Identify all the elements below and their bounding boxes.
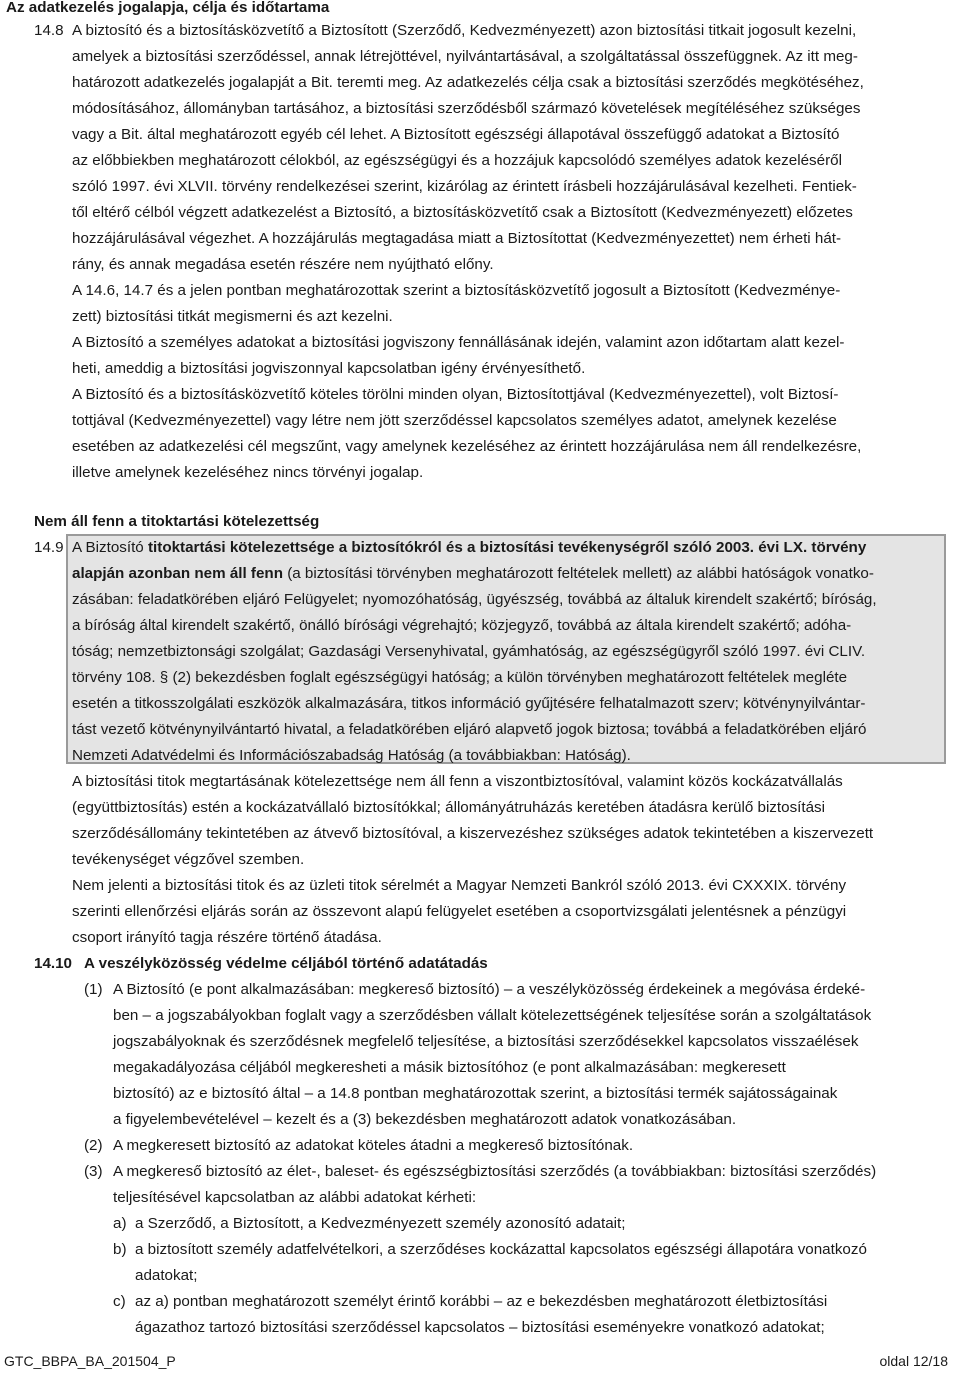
para-line: amelyek a biztosítási szerződéssel, annak létrejöttével, nyilvántartásával, a szolgáltatással összefüggnek. Az itt meg-: [72, 48, 858, 65]
para-line: ágazathoz tartozó biztosítási szerződéssel kapcsolatos – biztosítási eseményekre vonatkozó adatokat;: [135, 1319, 825, 1336]
para-line: megakadályozása céljából megkeresheti a másik biztosítóhoz (e pont alkalmazásában: megkeresett: [113, 1059, 786, 1076]
para-line: A Biztosító és a biztosításközvetítő köteles törölni minden olyan, Biztosítottjával (Kedvezményezettel), volt Biztosí-: [72, 386, 839, 403]
para-line: tottjával (Kedvezményezettel) vagy létre nem jött szerződéssel kapcsolatos személyes adatot, amelynek kezelése: [72, 412, 837, 429]
section-title: Az adatkezelés jogalapja, célja és időtartama: [6, 0, 330, 16]
para-line: A biztosító és a biztosításközvetítő a Biztosított (Szerződő, Kedvezményezett) azon biztosítási titkait jogosult kezelni,: [72, 22, 857, 39]
para-line: jogszabályoknak és szerződésnek megfelelő teljesítése, a biztosítási szerződésekkel kapcsolatos visszaélések: [113, 1033, 859, 1050]
para-line: adatokat;: [135, 1267, 198, 1284]
para-line: A Biztosító a személyes adatokat a biztosítási jogviszony fennállásának idején, valamint azon időtartam alatt kezel-: [72, 334, 845, 351]
para-line: A Biztosító titoktartási kötelezettsége a biztosítókról és a biztosítási tevékenységről szóló 2003. évi LX. törvény: [72, 539, 867, 556]
item-label: (3): [84, 1163, 103, 1180]
para-line: szóló 1997. évi XLVII. törvény rendelkezései szerint, kizárólag az érintett írásbeli hozzájárulásával kezelheti. Fentiek-: [72, 178, 857, 195]
para-line: A megkereső biztosító az élet-, baleset- és egészségbiztosítási szerződés (a továbbiakban: biztosítási szerződés): [113, 1163, 877, 1180]
para-line: rány, és annak megadása esetén részére nem nyújtható előny.: [72, 256, 494, 273]
para-line: csoport irányító tagja részére történő átadása.: [72, 929, 382, 946]
para-line: zásában: feladatkörében eljáró Felügyelet; nyomozóhatóság, ügyészség, továbbá az általuk kirendelt szakértő; bíróság,: [72, 591, 877, 608]
para-line: Nem jelenti a biztosítási titok és az üzleti titok sérelmét a Magyar Nemzeti Bankról szóló 2013. évi CXXXIX. törvény: [72, 877, 847, 894]
para-line: A biztosítási titok megtartásának kötelezettsége nem áll fenn a viszontbiztosítóval, valamint közös kockázatvállalás: [72, 773, 843, 790]
para-line: (együttbiztosítás) estén a kockázatvállaló biztosítókkal; állományátruházás keretében átadásra kerülő biztosítási: [72, 799, 826, 816]
subsection-heading: Nem áll fenn a titoktartási kötelezettség: [34, 513, 320, 530]
para-line: A Biztosító (e pont alkalmazásában: megkereső biztosító) – a veszélyközösség érdekeinek a megóvása érdeké-: [113, 981, 866, 998]
para-line: az a) pontban meghatározott személyt érintő korábbi – az e bekezdésben meghatározott életbiztosítási: [135, 1293, 828, 1310]
para-line: tóság; nemzetbiztonsági szolgálat; Gazdasági Versenyhivatal, gyámhatóság, az egészségügyről szóló 1997. évi CLIV.: [72, 643, 866, 660]
para-line: tást vezető kötvénynyilvántartó hivatal, a feladatkörében eljáró alapvető jogok biztosa; továbbá a feladatkörében eljáró: [72, 721, 867, 738]
sub-item-label: a): [113, 1215, 127, 1232]
footer-page-number: oldal 12/18: [879, 1353, 948, 1369]
para-line: esetében az adatkezelési cél megszűnt, vagy amelynek kezeléséhez az érintett hozzájárulása nem áll rendelkezésre,: [72, 438, 862, 455]
para-line: szerződésállomány tekintetében az átvevő biztosítóval, a kiszervezéshez szükséges adatok tekintetében a kiszervezett: [72, 825, 874, 842]
para-line: hozzájárulásával végezhet. A hozzájárulás megtagadása miatt a Biztosítottat (Kedvezményezettet) nem érheti hát-: [72, 230, 842, 247]
section-number-14-9: 14.9: [34, 539, 64, 556]
para-line: Nemzeti Adatvédelmi és Információszabadság Hatóság (a továbbiakban: Hatóság).: [72, 747, 631, 764]
section-number-14-10: 14.10: [34, 955, 73, 972]
para-line: a Szerződő, a Biztosított, a Kedvezményezett személy azonosító adatait;: [135, 1215, 626, 1232]
para-line: zett) biztosítási titkát megismerni és azt kezelni.: [72, 308, 393, 325]
para-line: a figyelembevételével – kezelt és a (3) bekezdésben meghatározott adatok vonatkozásában.: [113, 1111, 737, 1128]
item-label: (2): [84, 1137, 103, 1154]
para-line: A megkeresett biztosító az adatokat köteles átadni a megkereső biztosítónak.: [113, 1137, 634, 1154]
para-line: a bíróság által kirendelt szakértő, önálló bírósági végrehajtó; közjegyző, továbbá az általa kirendelt szakértő; adóha-: [72, 617, 852, 634]
para-line: biztosító) az e biztosító által – a 14.8 pontban meghatározottak szerint, a biztosítási termék sajátosságainak: [113, 1085, 838, 1102]
para-line: szerinti ellenőrzési eljárás során az összevont alapú felügyelet esetében a csoportvizsgálati jelentésnek a pénzügyi: [72, 903, 847, 920]
para-line: az előbbiekben meghatározott célokból, az egészségügyi és a hozzájuk kapcsolódó személyes adatok kezeléséről: [72, 152, 842, 169]
sub-item-label: c): [113, 1293, 126, 1310]
section-title-14-10: A veszélyközösség védelme céljából történő adatátadás: [84, 955, 488, 972]
para-line: a biztosított személy adatfelvételkori, a szerződéses kockázattal kapcsolatos egészségi állapotára vonatkozó: [135, 1241, 867, 1258]
para-line: törvény 108. § (2) bekezdésben foglalt egészségügyi hatóság; a külön törvényben meghatározott feltételek megléte: [72, 669, 848, 686]
para-line: től eltérő célból végzett adatkezelést a Biztosító, a biztosításközvetítő csak a Biztosított (Kedvezményezett) előzetes: [72, 204, 853, 221]
para-line: módosításához, állományban tartásához, a biztosítási szerződésből származó követelések megítéléséhez szükséges: [72, 100, 861, 117]
para-line: teljesítésével kapcsolatban az alábbi adatokat kérheti:: [113, 1189, 477, 1206]
sub-item-label: b): [113, 1241, 127, 1258]
para-line: A 14.6, 14.7 és a jelen pontban meghatározottak szerint a biztosításközvetítő jogosult a Biztosított (Kedvezménye-: [72, 282, 841, 299]
para-line: tevékenységet végzővel szemben.: [72, 851, 305, 868]
section-number-14-8: 14.8: [34, 22, 64, 39]
para-line: ben – a jogszabályokban foglalt vagy a szerződésben vállalt kötelezettségének teljesítése során a szolgáltatások: [113, 1007, 872, 1024]
para-line: heti, ameddig a biztosítási jogviszonnyal kapcsolatban igény érvényesíthető.: [72, 360, 586, 377]
footer-doc-code: GTC_BBPA_BA_201504_P: [4, 1353, 176, 1369]
para-line: esetén a titkosszolgálati eszközök alkalmazására, titkos információ gyűjtésére felhatalmazott szerv; kötvénynyilvántar-: [72, 695, 866, 712]
para-line: alapján azonban nem áll fenn (a biztosítási törvényben meghatározott feltételek mellett) az alábbi hatóságok vonatko-: [72, 565, 874, 582]
para-line: vagy a Bit. által meghatározott egyéb cél lehet. A Biztosított egészségi állapotával összefüggő adatokat a Biztosító: [72, 126, 840, 143]
para-line: határozott adatkezelés jogalapját a Bit. teremti meg. Az adatkezelés célja csak a biztosítási szerződés megkötéséhez,: [72, 74, 864, 91]
para-line: illetve amelynek kezeléséhez nincs törvényi jogalap.: [72, 464, 424, 481]
item-label: (1): [84, 981, 103, 998]
